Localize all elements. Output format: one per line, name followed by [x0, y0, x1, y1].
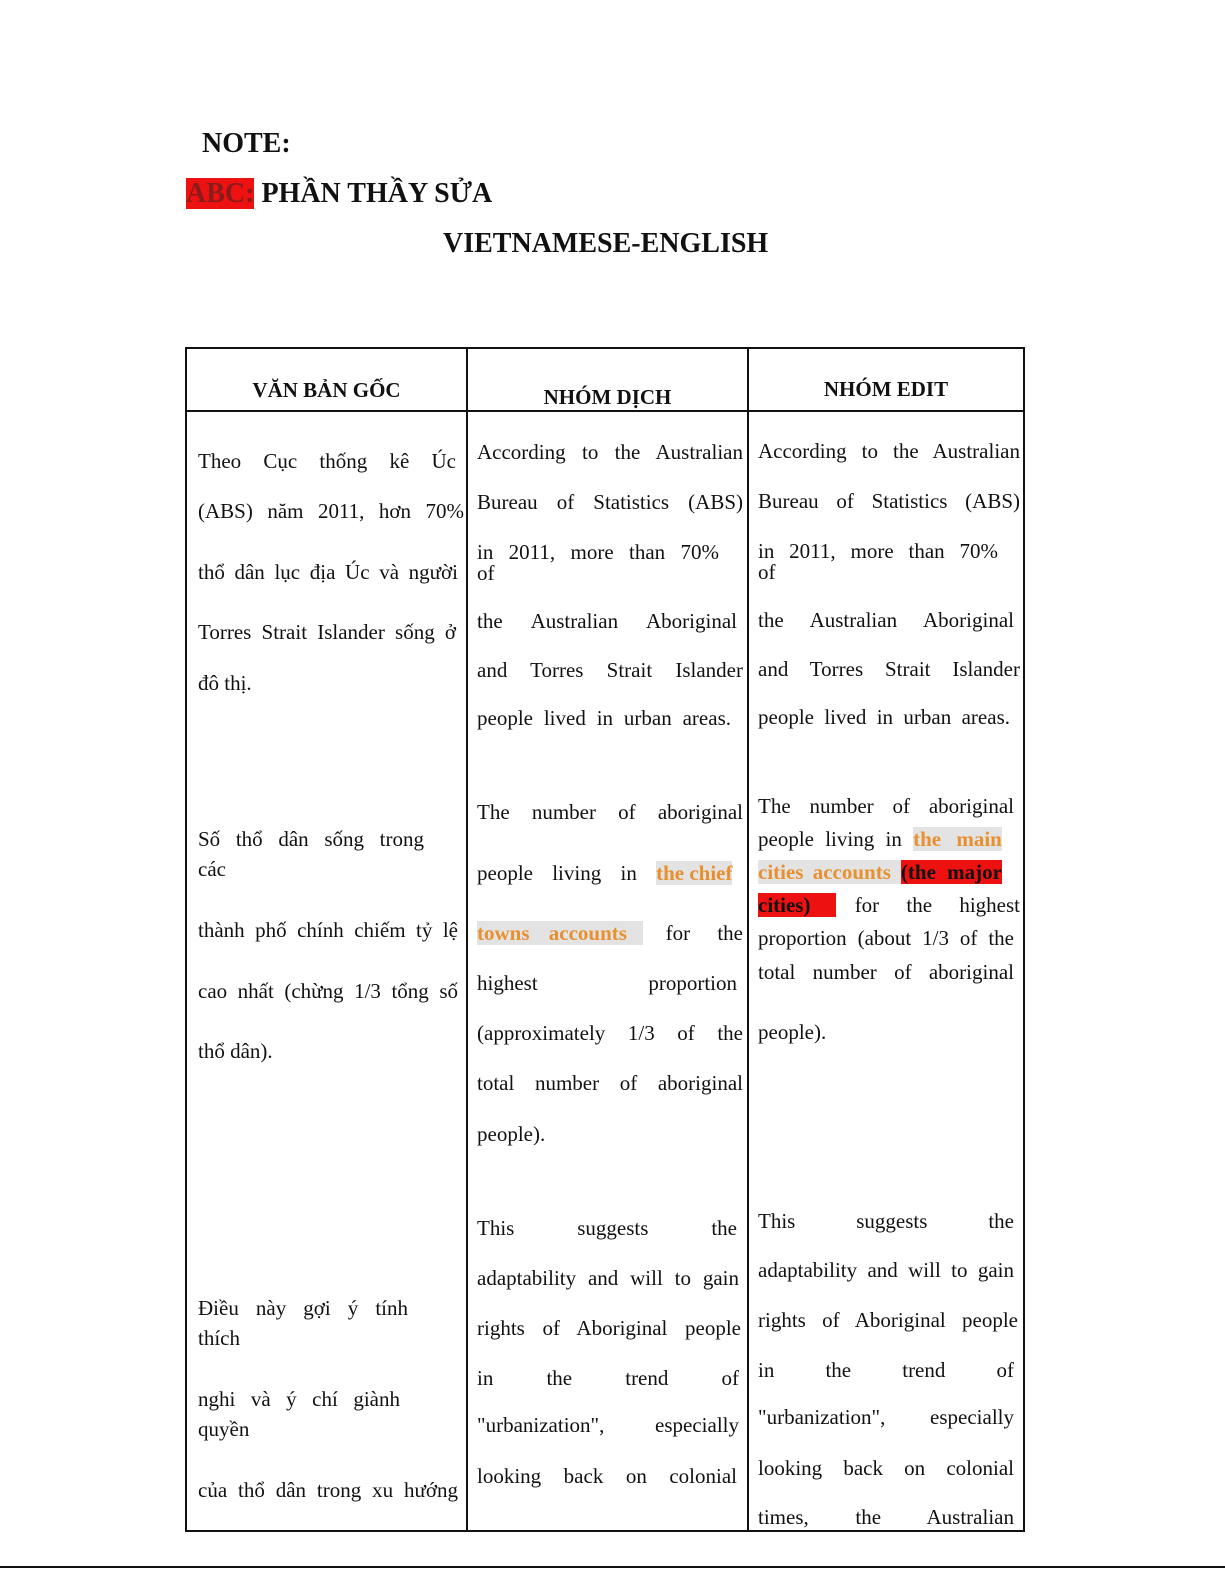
edit-line: total number of aboriginal — [758, 960, 1014, 984]
edit-line: people). — [758, 1020, 827, 1044]
original-line: các — [198, 857, 226, 881]
original-line: của thổ dân trong xu hướng — [198, 1478, 458, 1502]
translation-line — [477, 861, 732, 885]
translation-line: Bureau of Statistics (ABS) — [477, 490, 743, 514]
translation-line: people lived in urban areas. — [477, 706, 731, 730]
edit-text: people living in — [758, 827, 914, 851]
translation-line: looking back on colonial — [477, 1464, 737, 1488]
original-line: Số thổ dân sống trong — [198, 827, 424, 851]
original-line: (ABS) năm 2011, hơn 70% — [198, 499, 464, 523]
translation-text: people living in — [477, 861, 657, 885]
edit-line: According to the Australian — [758, 439, 1020, 463]
edit-line — [758, 827, 1002, 851]
translation-line: rights of Aboriginal people — [477, 1316, 741, 1340]
translation-line: (approximately 1/3 of the — [477, 1021, 743, 1045]
translation-line: people). — [477, 1122, 546, 1146]
edit-highlight: the main — [913, 827, 1002, 851]
page-bottom-rule — [0, 1566, 1225, 1568]
original-line: Theo Cục thống kê Úc — [198, 449, 456, 473]
edit-teacher-correction: (the major — [900, 860, 1002, 884]
translation-highlight: towns accounts — [477, 921, 643, 945]
original-line: thổ dân lục địa Úc và người — [198, 560, 458, 584]
translation-line: "urbanization", especially — [477, 1413, 739, 1437]
edit-line: in 2011, more than 70% — [758, 539, 998, 563]
edit-line — [758, 893, 1020, 917]
legend-text: PHẦN THẦY SỬA — [254, 178, 493, 209]
original-line: Torres Strait Islander sống ở — [198, 620, 456, 644]
original-line: thích — [198, 1326, 240, 1350]
translation-line: in the trend of — [477, 1366, 739, 1390]
column-header-edit: NHÓM EDIT — [823, 377, 949, 401]
abc-highlight-tag: ABC: — [186, 178, 255, 209]
document-title: VIETNAMESE-ENGLISH — [443, 228, 769, 259]
legend-line — [186, 178, 492, 210]
edit-line: This suggests the — [758, 1209, 1014, 1233]
original-line: cao nhất (chừng 1/3 tổng số — [198, 979, 458, 1003]
translation-line: This suggests the — [477, 1216, 737, 1240]
edit-line: "urbanization", especially — [758, 1405, 1014, 1429]
edit-line: people lived in urban areas. — [758, 705, 1010, 729]
edit-line: looking back on colonial — [758, 1456, 1014, 1480]
translation-line: of — [477, 561, 495, 585]
original-line: Điều này gợi ý tính — [198, 1296, 408, 1320]
translation-line: and Torres Strait Islander — [477, 658, 743, 682]
edit-line: the Australian Aboriginal — [758, 608, 1014, 632]
translation-line: According to the Australian — [477, 440, 743, 464]
edit-line: of — [758, 560, 776, 584]
translation-line: the Australian Aboriginal — [477, 609, 737, 633]
original-column — [198, 349, 464, 1529]
translation-line — [477, 921, 743, 945]
translation-line: The number of aboriginal — [477, 800, 743, 824]
original-line: quyền — [198, 1417, 250, 1441]
translation-highlight: the chief — [656, 861, 733, 885]
column-divider — [466, 349, 468, 1530]
edit-line: proportion (about 1/3 of the — [758, 926, 1014, 950]
edit-line: The number of aboriginal — [758, 794, 1014, 818]
edit-teacher-correction: cities) — [758, 893, 836, 917]
original-line: thành phố chính chiếm tỷ lệ — [198, 918, 458, 942]
edit-text: for the highest — [854, 893, 1020, 917]
edit-highlight: cities accounts — [758, 860, 901, 884]
edit-line: rights of Aboriginal people — [758, 1308, 1018, 1332]
column-header-original: VĂN BẢN GỐC — [252, 378, 401, 402]
translation-line: adaptability and will to gain — [477, 1266, 739, 1290]
edit-line: and Torres Strait Islander — [758, 657, 1020, 681]
edit-column — [758, 349, 1020, 1529]
translation-line: highest proportion — [477, 971, 737, 995]
edit-line: Bureau of Statistics (ABS) — [758, 489, 1020, 513]
edit-line — [758, 860, 1002, 884]
edit-line: times, the Australian — [758, 1505, 1014, 1529]
translation-text: for the — [665, 921, 743, 945]
column-divider — [747, 349, 749, 1530]
original-line: đô thị. — [198, 671, 252, 695]
translation-table — [185, 347, 1025, 1532]
note-label: NOTE: — [202, 128, 291, 159]
edit-line: in the trend of — [758, 1358, 1014, 1382]
column-header-translation: NHÓM DỊCH — [543, 385, 672, 409]
translation-line: in 2011, more than 70% — [477, 540, 719, 564]
original-line: nghi và ý chí giành — [198, 1387, 400, 1411]
translation-line: total number of aboriginal — [477, 1071, 743, 1095]
original-line: thổ dân). — [198, 1039, 273, 1063]
edit-line: adaptability and will to gain — [758, 1258, 1014, 1282]
translation-column — [477, 349, 743, 1529]
